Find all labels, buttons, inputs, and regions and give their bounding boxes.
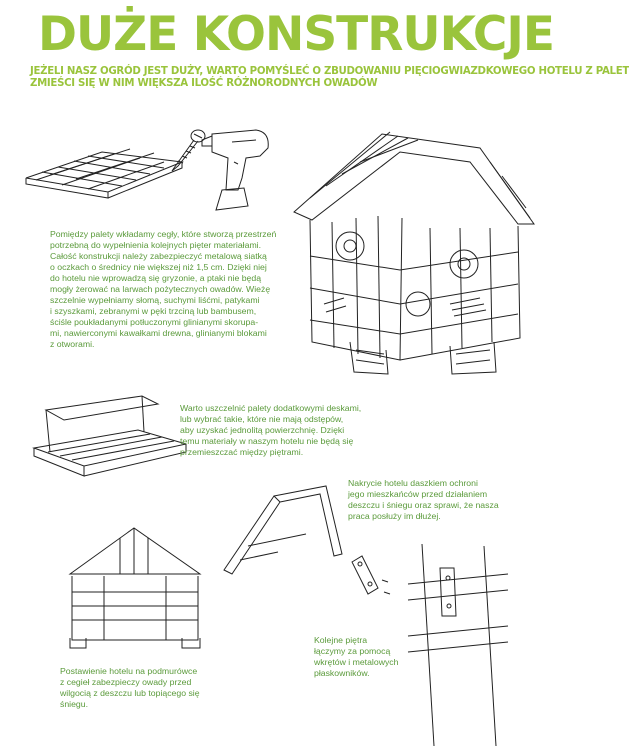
paragraph-line: szczelnie wypełniamy słomą, suchymi liśćmi, patykami	[50, 295, 260, 305]
paragraph-intro	[50, 229, 290, 350]
paragraph-line: Warto uszczelnić palety dodatkowymi deskami,	[180, 403, 362, 413]
page-subtitle	[30, 66, 629, 90]
paragraph-line: potrzebną do wypełnienia kolejnych pięter materiałami.	[50, 240, 262, 250]
paragraph-line: aby uzyskać jednolitą powierzchnię. Dzięki	[180, 425, 345, 435]
paragraph-floors	[314, 635, 424, 679]
drill-icon	[198, 124, 278, 214]
paragraph-line: Postawienie hotelu na podmurówce	[60, 666, 198, 676]
paragraph-boards	[180, 403, 400, 458]
pallet-icon	[22, 128, 187, 198]
paragraph-roof	[348, 478, 528, 522]
paragraph-line: lub wybrać takie, które nie mają odstępów,	[180, 414, 344, 424]
paragraph-line: Pomiędzy palety wkładamy cegły, które stworzą przestrzeń	[50, 229, 277, 239]
paragraph-line: łączymy za pomocą	[314, 646, 391, 656]
subtitle-line-1: JEŻELI NASZ OGRÓD JEST DUŻY, WARTO POMYŚLEĆ O ZBUDOWANIU PIĘCIOGWIAZDKOWEGO HOTELU Z PALET	[30, 66, 629, 77]
paragraph-line: śniegu.	[60, 699, 89, 709]
paragraph-line: ściśle poukładanymi potłuczonymi glinianymi skorupa-	[50, 317, 259, 327]
insect-hotel-icon	[290, 128, 540, 380]
paragraph-line: wkrętów i metalowych	[314, 657, 399, 667]
framed-tower-icon	[60, 520, 210, 650]
paragraph-line: Kolejne piętra	[314, 635, 368, 645]
paragraph-line: do hotelu nie wprowadzą się gryzonie, a ptaki nie będą	[50, 273, 262, 283]
roof-frame-icon	[218, 480, 348, 580]
stacked-pallets-icon	[30, 392, 190, 480]
paragraph-line: temu materiały w naszym hotelu nie będą się	[180, 436, 354, 446]
paragraph-line: mogły żerować na larwach pożytecznych owadów. Wieżę	[50, 284, 271, 294]
paragraph-line: przemieszczać między piętrami.	[180, 447, 304, 457]
paragraph-line: jego mieszkańców przed działaniem	[348, 489, 488, 499]
paragraph-line: płaskowników.	[314, 668, 370, 678]
paragraph-line: i szyszkami, zebranymi w pęki trzciną lub bambusem,	[50, 306, 257, 316]
paragraph-line: Całość konstrukcji należy zabezpieczyć metalową siatką	[50, 251, 267, 261]
page-title: DUŻE KONSTRUKCJE	[38, 7, 554, 62]
paragraph-line: deszczu i śniegu oraz sprawi, że nasza	[348, 500, 499, 510]
paragraph-line: Nakrycie hotelu daszkiem ochroni	[348, 478, 478, 488]
paragraph-line: mi, nawierconymi kawałkami drewna, glinianymi blokami	[50, 328, 267, 338]
paragraph-line: o oczkach o średnicy nie większej niż 1,5 cm. Dzięki niej	[50, 262, 267, 272]
metal-plate-icon	[348, 552, 392, 602]
paragraph-line: z otworami.	[50, 339, 95, 349]
paragraph-line: praca posłuży im dłużej.	[348, 511, 441, 521]
paragraph-base	[60, 666, 240, 710]
paragraph-line: wilgocią z deszczu lub topiącego się	[60, 688, 200, 698]
subtitle-line-2: ZMIEŚCI SIĘ W NIM WIĘKSZA ILOŚĆ RÓŻNORODNYCH OWADÓW	[30, 78, 378, 89]
paragraph-line: z cegieł zabezpieczy owady przed	[60, 677, 192, 687]
